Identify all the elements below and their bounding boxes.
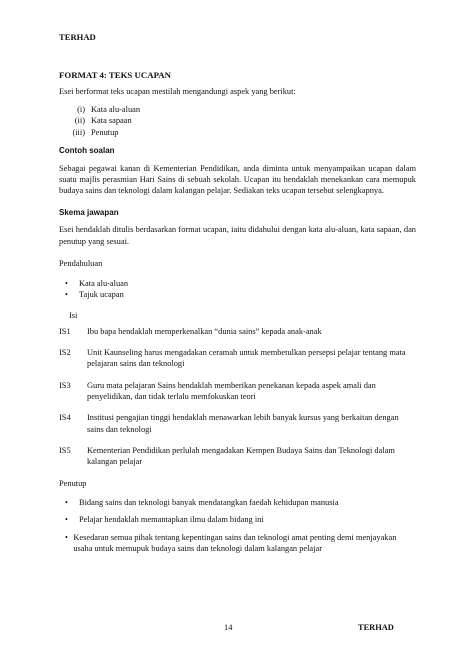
point-text: Unit Kaunseling harus mengadakan ceramah untuk membetulkan persepsi pelajar tentang mata pelajaran sains dan teknologi [87,347,406,369]
classification-footer: TERHAD [358,623,394,632]
point-code: IS3 [59,380,71,390]
list-item [65,289,416,300]
point-code: IS4 [59,413,71,423]
body-point [59,380,416,403]
list-item-text: Bidang sains dan teknologi banyak mendatangkan faedah kehidupan manusia [79,497,339,507]
body-point [59,347,416,370]
point-code: IS1 [59,326,71,336]
body-heading: Isi [69,311,78,321]
body-points [59,326,416,468]
section-title: FORMAT 4: TEKS UCAPAN [59,69,172,80]
list-item [65,514,416,525]
point-text: Guru mata pelajaran Sains hendaklah memberikan penekanan kepada aspek amali dan penyelidikan, dan tidak terlalu memfokuskan teori [87,380,376,401]
answer-text: Esei hendaklah ditulis berdasarkan format ucapan, iaitu didahului dengan kata alu-aluan, kata sapaan, dan penutup yang sesuai. [59,225,416,246]
point-code: IS2 [59,347,71,357]
question-text: Sebagai pegawai kanan di Kementerian Pendidikan, anda diminta untuk menyampaikan ucapan dalam suatu majlis perasmian Hari Sains di sebuah sekolah. Ucapan itu hendaklah menekankan cara memupuk budaya sains dan teknologi dalam kalangan pelajar. Sediakan teks ucapan tersebut selengkapnya. [59,163,416,196]
point-code: IS5 [59,445,71,455]
aspect-number: (ii) [74,116,85,126]
closing-points [59,497,416,554]
body-point [59,412,416,435]
aspect-text: Kata sapaan [91,116,132,126]
list-item-text: Kesedaran semua pihak tentang kepentingan sains dan teknologi amat penting demi menjayakan usaha untuk memupuk budaya sains dan teknologi dalam kalangan pelajar [73,532,397,553]
aspect-number: (i) [77,104,85,114]
closing-heading: Penutup [59,478,87,488]
bullet-icon: • [65,289,68,299]
aspect-item [67,127,416,138]
list-item [65,497,416,508]
list-item-text: Kata alu-aluan [79,278,129,288]
list-item [65,532,416,555]
aspect-item [67,115,416,126]
classification-header: TERHAD [59,32,96,42]
aspect-item [67,104,416,115]
bullet-icon: • [65,497,68,507]
intro-heading: Pendahuluan [59,259,103,269]
point-text: Institusi pengajian tinggi hendaklah menawarkan lebih banyak kursus yang berkaitan dengan sains dan teknologi [87,413,399,434]
aspect-text: Kata alu-aluan [91,104,141,114]
aspect-number: (iii) [72,127,85,137]
bullet-icon: • [65,278,68,288]
aspect-text: Penutup [91,127,119,137]
answer-heading: Skema jawapan [59,207,119,217]
list-item-text: Pelajar hendaklah memantapkan ilmu dalam bidang ini [79,515,264,525]
section-intro: Esei berformat teks ucapan mestilah mengandungi aspek yang berikut: [59,87,296,97]
aspect-list [59,104,416,138]
body-point [59,326,416,337]
list-item [65,278,416,289]
page-number: 14 [224,623,233,632]
bullet-icon: • [65,532,68,542]
point-text: Kementerian Pendidikan perlulah mengadakan Kempen Budaya Sains dan Teknologi dalam kalangan pelajar [87,445,395,467]
list-item-text: Tajuk ucapan [79,289,124,299]
point-text: Ibu bapa hendaklah memperkenalkan “dunia sains” kepada anak-anak [87,326,322,336]
bullet-icon: • [65,515,68,525]
question-heading: Contoh soalan [59,145,115,155]
intro-points [59,278,416,301]
body-point [59,445,416,468]
